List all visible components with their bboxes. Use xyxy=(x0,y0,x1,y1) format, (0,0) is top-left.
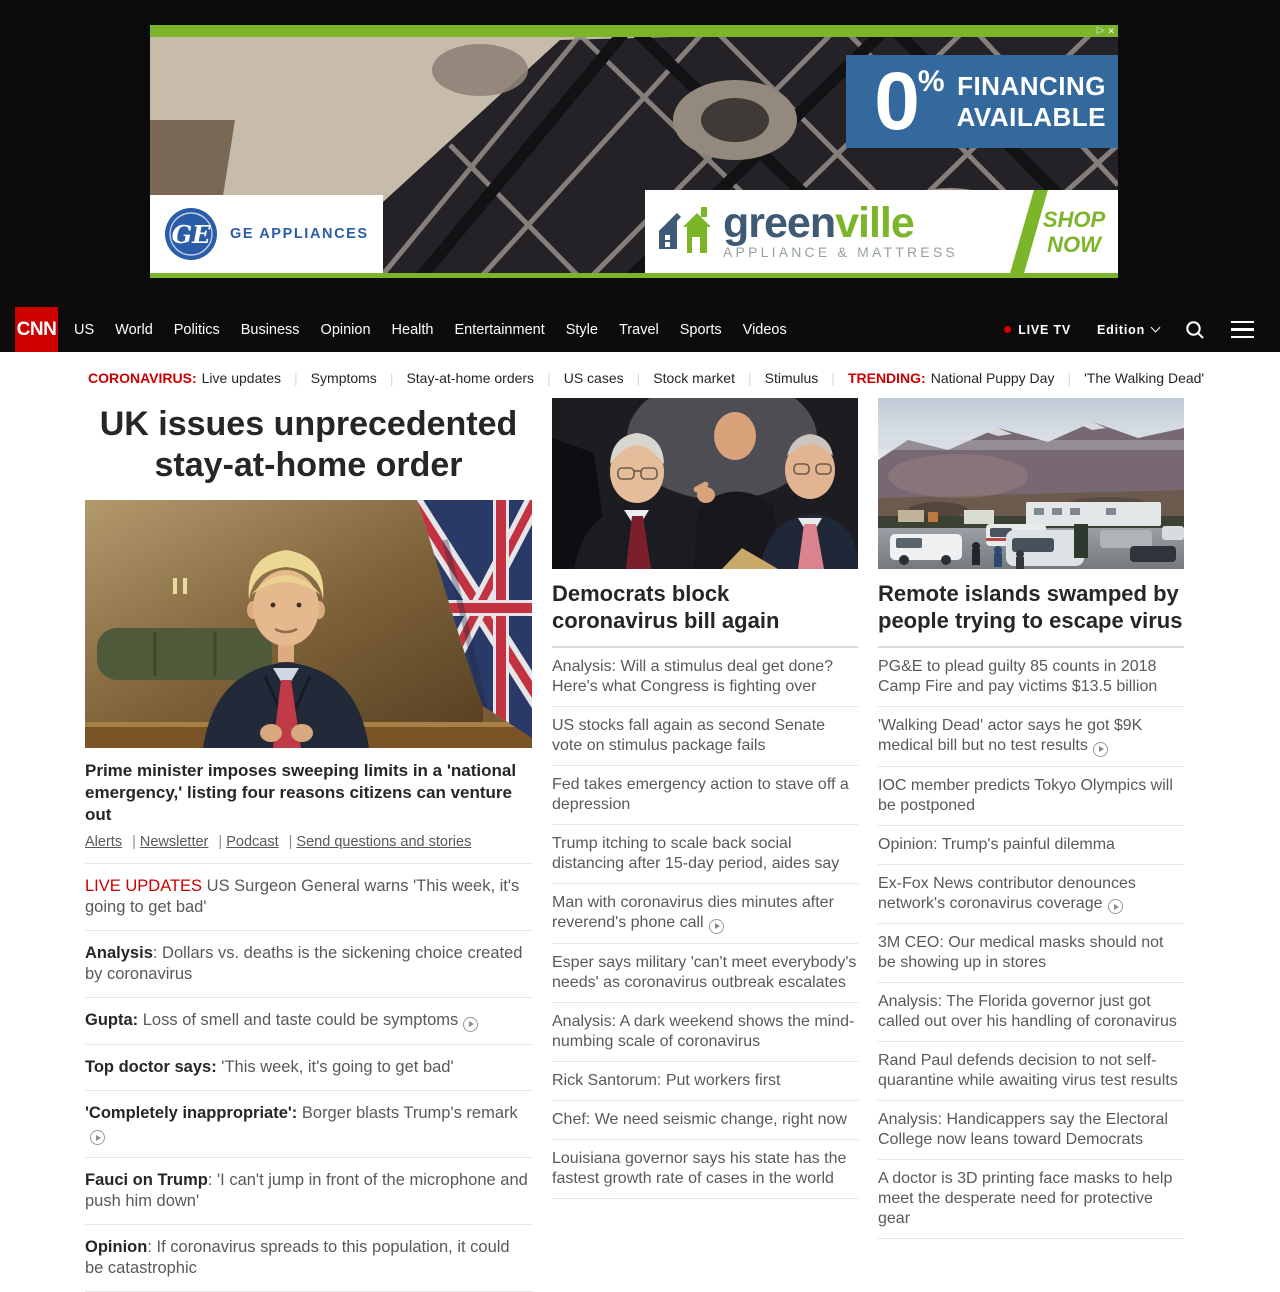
ad-offer-percent: % xyxy=(917,65,945,98)
ticker-stay-at-home[interactable]: | Stay-at-home orders xyxy=(377,370,534,386)
list-item[interactable]: Analysis: Dollars vs. deaths is the sickening choice created by coronavirus xyxy=(85,931,532,998)
nav-item-opinion[interactable]: Opinion xyxy=(320,321,371,338)
list-item[interactable]: Opinion: Trump's painful dilemma xyxy=(878,826,1184,865)
breaking-news-bar xyxy=(0,352,1280,398)
ge-appliances-panel xyxy=(150,195,383,273)
list-item[interactable]: Analysis: A dark weekend shows the mind-numbing scale of coronavirus xyxy=(552,1003,858,1062)
list-item[interactable]: Fed takes emergency action to stave off a depression xyxy=(552,766,858,825)
photo-remote-islands[interactable] xyxy=(878,398,1184,569)
nav-item-us[interactable]: US xyxy=(74,321,95,338)
ticker-walking-dead[interactable]: | 'The Walking Dead' xyxy=(1054,370,1204,386)
column-headline[interactable]: Remote islands swamped by people trying to escape virus xyxy=(878,580,1184,648)
list-item[interactable]: Esper says military 'can't meet everybody's needs' as coronavirus outbreak escalates xyxy=(552,944,858,1003)
list-item[interactable]: 3M CEO: Our medical masks should not be showing up in stores xyxy=(878,924,1184,983)
list-item[interactable]: 'Completely inappropriate': Borger blasts Trump's remark xyxy=(85,1091,532,1159)
greenville-wordmark: greenville xyxy=(723,199,914,247)
podcast-link[interactable]: | Podcast xyxy=(218,834,278,850)
list-item[interactable]: 'Walking Dead' actor says he got $9K medical bill but no test results xyxy=(878,707,1184,767)
coronavirus-label: CORONAVIRUS: xyxy=(88,370,197,386)
banner-ad[interactable] xyxy=(150,25,1118,278)
lead-subhead[interactable]: Prime minister imposes sweeping limits in a 'national emergency,' listing four reasons citizens can venture out xyxy=(85,761,517,824)
greenville-panel xyxy=(645,190,1020,273)
list-item[interactable]: Rick Santorum: Put workers first xyxy=(552,1062,858,1101)
list-item[interactable]: Man with coronavirus dies minutes after reverend's phone call xyxy=(552,884,858,944)
list-item[interactable]: Analysis: Handicappers say the Electoral College now leans toward Democrats xyxy=(878,1101,1184,1160)
list-item[interactable]: Analysis: The Florida governor just got called out over his handling of coronavirus xyxy=(878,983,1184,1042)
search-icon[interactable] xyxy=(1185,320,1205,340)
ticker-symptoms[interactable]: | Symptoms xyxy=(281,370,377,386)
nav-item-videos[interactable]: Videos xyxy=(742,321,787,338)
main-content xyxy=(0,398,1280,1292)
adchoices-icon[interactable]: ▷ ✕ xyxy=(1096,25,1115,36)
newsletter-link[interactable]: | Newsletter xyxy=(132,834,208,850)
photo-democrats[interactable] xyxy=(552,398,858,569)
ticker-stock-market[interactable]: | Stock market xyxy=(624,370,735,386)
list-item[interactable]: IOC member predicts Tokyo Olympics will be postponed xyxy=(878,767,1184,826)
list-item[interactable]: Top doctor says: 'This week, it's going to get bad' xyxy=(85,1045,532,1091)
list-item[interactable]: Analysis: Will a stimulus deal get done? Here's what Congress is fighting over xyxy=(552,648,858,707)
list-item[interactable]: LIVE UPDATES US Surgeon General warns 'This week, it's going to get bad' xyxy=(85,864,532,931)
trending-label: | TRENDING: xyxy=(847,370,926,386)
svg-text:GE: GE xyxy=(171,220,211,249)
lead-links-row xyxy=(85,834,532,864)
column-headline[interactable]: Democrats block coronavirus bill again xyxy=(552,580,858,648)
send-questions-link[interactable]: | Send questions and stories xyxy=(289,834,472,850)
lead-photo-boris-johnson[interactable] xyxy=(85,500,532,748)
list-item[interactable]: Louisiana governor says his state has the fastest growth rate of cases in the world xyxy=(552,1140,858,1199)
list-item[interactable]: Gupta: Loss of smell and taste could be symptoms xyxy=(85,998,532,1045)
ticker-coronavirus[interactable]: CORONAVIRUS: Live updates xyxy=(88,370,282,386)
ticker-stimulus[interactable]: | Stimulus xyxy=(735,370,818,386)
list-item[interactable]: PG&E to plead guilty 85 counts in 2018 Camp Fire and pay victims $13.5 billion xyxy=(878,648,1184,707)
play-icon xyxy=(709,919,724,934)
list-item[interactable]: US stocks fall again as second Senate vote on stimulus package fails xyxy=(552,707,858,766)
greenville-logo-icon xyxy=(657,201,713,263)
play-icon xyxy=(1093,742,1108,757)
column-democrats xyxy=(552,398,858,1199)
ad-top-stripe xyxy=(150,25,1118,37)
top-band xyxy=(0,0,1280,352)
nav-item-politics[interactable]: Politics xyxy=(173,321,220,338)
nav-item-business[interactable]: Business xyxy=(240,321,300,338)
nav-item-health[interactable]: Health xyxy=(391,321,434,338)
list-item[interactable]: Trump itching to scale back social distancing after 15-day period, aides say xyxy=(552,825,858,884)
list-item[interactable]: Fauci on Trump: 'I can't jump in front of the microphone and push him down' xyxy=(85,1158,532,1225)
cnn-logo[interactable]: CNN xyxy=(15,307,58,352)
list-item[interactable]: Chef: We need seismic change, right now xyxy=(552,1101,858,1140)
ad-offer-box xyxy=(846,55,1118,148)
live-dot-icon xyxy=(1004,326,1011,333)
edition-dropdown[interactable]: Edition xyxy=(1097,323,1159,337)
ad-bottom-stripe xyxy=(150,273,1118,278)
column-islands xyxy=(878,398,1184,1239)
nav-item-world[interactable]: World xyxy=(115,321,153,338)
live-tv-button[interactable]: LIVE TV xyxy=(1004,323,1071,337)
shop-now-button[interactable]: SHOP NOW xyxy=(1020,190,1118,273)
ad-offer-zero: 0 xyxy=(874,55,918,147)
nav-item-travel[interactable]: Travel xyxy=(618,321,659,338)
play-icon xyxy=(90,1130,105,1145)
play-icon xyxy=(1108,899,1123,914)
greenville-tagline: APPLIANCE & MATTRESS xyxy=(723,244,958,260)
live-updates-label: LIVE UPDATES xyxy=(85,877,203,895)
ad-offer-text: FINANCING AVAILABLE xyxy=(956,70,1106,132)
list-item[interactable]: Ex-Fox News contributor denounces network's coronavirus coverage xyxy=(878,865,1184,925)
nav-item-sports[interactable]: Sports xyxy=(679,321,722,338)
ge-appliances-label: GE APPLIANCES xyxy=(230,226,369,242)
list-item[interactable]: A doctor is 3D printing face masks to help meet the desperate need for protective gear xyxy=(878,1160,1184,1239)
chevron-down-icon xyxy=(1151,323,1161,333)
play-icon xyxy=(463,1017,478,1032)
lead-column xyxy=(85,398,532,1292)
nav-links xyxy=(74,322,787,338)
lead-headline[interactable]: UK issues unprecedented stay-at-home order xyxy=(99,405,518,484)
alerts-link[interactable]: Alerts xyxy=(85,834,123,850)
menu-icon[interactable] xyxy=(1231,321,1254,339)
nav-item-style[interactable]: Style xyxy=(565,321,598,338)
ad-close-icon: ✕ xyxy=(1107,26,1115,36)
ticker-us-cases[interactable]: | US cases xyxy=(534,370,624,386)
main-navbar xyxy=(0,307,1280,352)
nav-item-entertainment[interactable]: Entertainment xyxy=(454,321,545,338)
list-item[interactable]: Rand Paul defends decision to not self-quarantine while awaiting virus test results xyxy=(878,1042,1184,1101)
ticker-trending[interactable]: | TRENDING: National Puppy Day xyxy=(818,370,1054,386)
ge-logo xyxy=(164,207,218,261)
list-item[interactable]: Opinion: If coronavirus spreads to this population, it could be catastrophic xyxy=(85,1225,532,1292)
